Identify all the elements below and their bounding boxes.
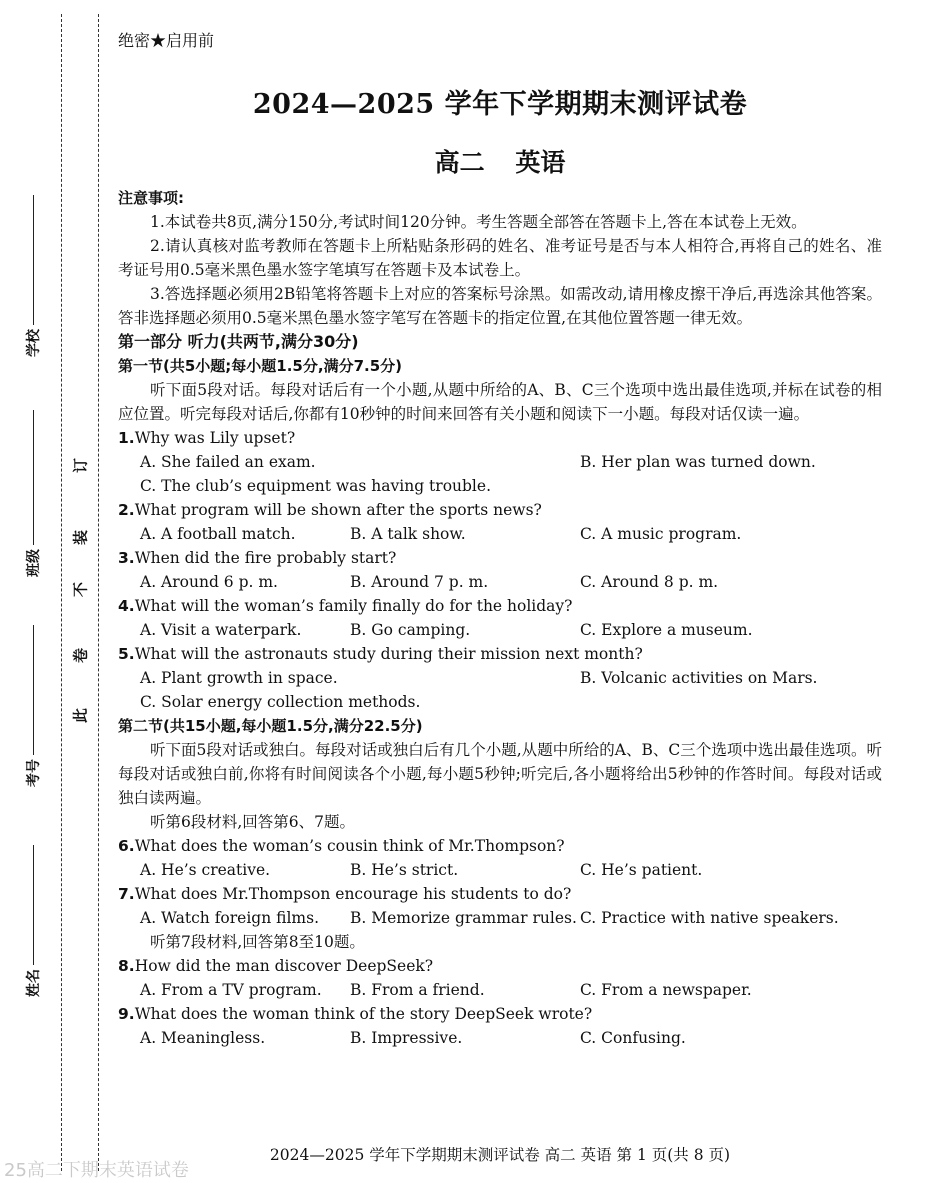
material-7-note: 听第7段材料,回答第8至10题。	[150, 933, 365, 951]
field-name[interactable]	[10, 845, 56, 997]
question-5-options	[118, 666, 882, 690]
option-c[interactable]: C. Practice with native speakers.	[580, 909, 839, 927]
exam-subtitle: 高二 英语	[434, 148, 566, 177]
question-7	[118, 882, 882, 906]
notice-item-2: 2.请认真核对监考教师在答题卡上所粘贴条形码的姓名、准考证号是否与本人相符合,再将自己的姓名、准考证号用0.5毫米黑色墨水签字笔填写在答题卡及本试卷上。	[118, 237, 882, 279]
cut-line-outer	[61, 14, 62, 1171]
question-5-options-2	[118, 690, 882, 714]
field-school-line	[33, 195, 34, 325]
question-text: What will the woman’s family finally do for the holiday?	[134, 597, 573, 615]
question-number: 9.	[118, 1005, 135, 1023]
section1-instructions: 听下面5段对话。每段对话后有一个小题,从题中所给的A、B、C三个选项中选出最佳选项,并标在试卷的相应位置。听完每段对话后,你都有10秒钟的时间来回答有关小题和阅读下一小题。每段对话仅读一遍。	[118, 381, 882, 423]
section2-title: 第二节(共15小题,每小题1.5分,满分22.5分)	[118, 717, 423, 735]
seal-char-4: 卷	[71, 648, 90, 664]
question-number: 2.	[118, 501, 135, 519]
question-7-options	[118, 906, 882, 930]
part1-title: 第一部分 听力(共两节,满分30分)	[118, 332, 359, 351]
option-a[interactable]: A. Around 6 p. m.	[140, 573, 278, 591]
field-class-label: 班级	[26, 549, 42, 577]
option-b[interactable]: B. Go camping.	[350, 621, 471, 639]
option-c[interactable]: C. A music program.	[580, 525, 742, 543]
option-a[interactable]: A. She failed an exam.	[140, 453, 316, 471]
material-6-note: 听第6段材料,回答第6、7题。	[150, 813, 356, 831]
notice-item-3: 3.答选择题必须用2B铅笔将答题卡上对应的答案标号涂黑。如需改动,请用橡皮擦干净后,再选涂其他答案。答非选择题必须用0.5毫米黑色墨水签字笔写在答题卡的指定位置,在其他位置答题一律无效。	[118, 285, 882, 327]
option-a[interactable]: A. Visit a waterpark.	[140, 621, 302, 639]
question-text: What does the woman’s cousin think of Mr.Thompson?	[134, 837, 565, 855]
question-number: 7.	[118, 885, 135, 903]
question-text: What does the woman think of the story DeepSeek wrote?	[134, 1005, 593, 1023]
option-b[interactable]: B. From a friend.	[350, 981, 485, 999]
question-3	[118, 546, 882, 570]
field-exam-number-line	[33, 625, 34, 755]
confidential-mark: 绝密★启用前	[118, 31, 215, 50]
field-class-line	[33, 410, 34, 545]
seal-char-5: 此	[71, 708, 90, 724]
field-name-label: 姓名	[26, 969, 42, 997]
question-text: What does Mr.Thompson encourage his students to do?	[134, 885, 572, 903]
exam-title: 2024—2025 学年下学期期末测评试卷	[252, 89, 748, 120]
question-1-options	[118, 450, 882, 474]
notice-heading: 注意事项:	[118, 189, 184, 207]
option-a[interactable]: A. Watch foreign films.	[140, 909, 320, 927]
question-1	[118, 426, 882, 450]
option-a[interactable]: A. From a TV program.	[140, 981, 322, 999]
option-a[interactable]: A. Plant growth in space.	[140, 669, 338, 687]
option-c[interactable]: C. Solar energy collection methods.	[140, 693, 421, 711]
question-number: 3.	[118, 549, 135, 567]
question-text: How did the man discover DeepSeek?	[134, 957, 434, 975]
field-school[interactable]	[10, 195, 56, 357]
option-c[interactable]: C. Confusing.	[580, 1029, 686, 1047]
question-6-options	[118, 858, 882, 882]
option-c[interactable]: C. From a newspaper.	[580, 981, 752, 999]
question-9	[118, 1002, 882, 1026]
field-name-line	[33, 845, 34, 965]
question-number: 6.	[118, 837, 135, 855]
question-text: What program will be shown after the sports news?	[134, 501, 542, 519]
exam-body	[118, 186, 882, 1050]
question-9-options	[118, 1026, 882, 1050]
field-exam-number-label: 考号	[26, 759, 42, 787]
field-exam-number[interactable]	[10, 625, 56, 787]
option-c[interactable]: C. Explore a museum.	[580, 621, 753, 639]
question-6	[118, 834, 882, 858]
question-2	[118, 498, 882, 522]
option-b[interactable]: B. Impressive.	[350, 1029, 463, 1047]
notice-item-1: 1.本试卷共8页,满分150分,考试时间120分钟。考生答题全部答在答题卡上,答在本试卷上无效。	[150, 213, 807, 231]
field-class[interactable]	[10, 410, 56, 577]
seal-char-2: 装	[71, 530, 90, 546]
question-text: What will the astronauts study during their mission next month?	[134, 645, 643, 663]
question-text: When did the fire probably start?	[134, 549, 397, 567]
question-1-options-2	[118, 474, 882, 498]
seal-char-1: 订	[71, 458, 90, 474]
question-3-options	[118, 570, 882, 594]
option-b[interactable]: B. Volcanic activities on Mars.	[580, 669, 818, 687]
seal-char-3: 不	[71, 582, 90, 598]
option-a[interactable]: A. He’s creative.	[140, 861, 271, 879]
binding-margin	[0, 0, 100, 1183]
option-b[interactable]: B. Memorize grammar rules.	[350, 909, 577, 927]
question-5	[118, 642, 882, 666]
question-text: Why was Lily upset?	[134, 429, 296, 447]
question-number: 4.	[118, 597, 135, 615]
option-b[interactable]: B. He’s strict.	[350, 861, 459, 879]
option-b[interactable]: B. Around 7 p. m.	[350, 573, 489, 591]
section2-instructions: 听下面5段对话或独白。每段对话或独白后有几个小题,从题中所给的A、B、C三个选项中选出最佳选项。听每段对话或独白前,你将有时间阅读各个小题,每小题5秒钟;听完后,各小题将给出5秒钟的作答时间。每段对话或独白读两遍。	[118, 741, 882, 807]
option-a[interactable]: A. Meaningless.	[140, 1029, 266, 1047]
question-number: 1.	[118, 429, 135, 447]
section1-title: 第一节(共5小题;每小题1.5分,满分7.5分)	[118, 357, 402, 375]
option-c[interactable]: C. Around 8 p. m.	[580, 573, 719, 591]
question-8	[118, 954, 882, 978]
option-b[interactable]: B. A talk show.	[350, 525, 466, 543]
question-4	[118, 594, 882, 618]
page-footer: 2024—2025 学年下学期期末测评试卷 高二 英语 第 1 页(共 8 页)	[269, 1146, 731, 1164]
watermark: 25高二下期末英语试卷	[4, 1160, 189, 1181]
option-c[interactable]: C. The club’s equipment was having trouble.	[140, 477, 491, 495]
field-school-label: 学校	[26, 329, 42, 357]
option-c[interactable]: C. He’s patient.	[580, 861, 703, 879]
option-b[interactable]: B. Her plan was turned down.	[580, 453, 816, 471]
question-number: 8.	[118, 957, 135, 975]
question-4-options	[118, 618, 882, 642]
question-2-options	[118, 522, 882, 546]
question-number: 5.	[118, 645, 135, 663]
question-8-options	[118, 978, 882, 1002]
option-a[interactable]: A. A football match.	[140, 525, 296, 543]
cut-line-inner	[98, 14, 99, 1171]
